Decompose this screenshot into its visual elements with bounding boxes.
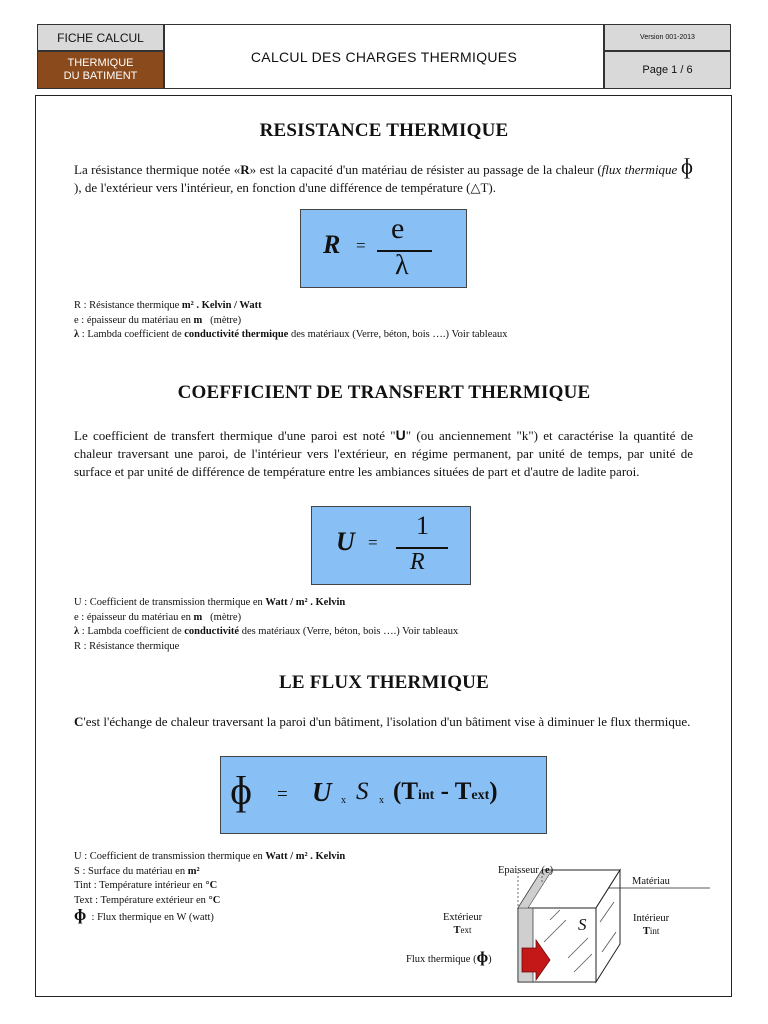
legend-text: : Coefficient de transmission thermique en xyxy=(81,597,266,608)
symbol-U: U xyxy=(395,427,406,443)
legend-item xyxy=(74,596,458,611)
legend-symbol: λ xyxy=(74,626,80,637)
legend-symbol: ɸ xyxy=(74,905,87,924)
header-version-text: Version 001-2013 xyxy=(640,34,695,41)
label-sub: ext xyxy=(460,925,472,935)
formula-denominator: R xyxy=(410,549,425,575)
legend-text: : Température extérieur en xyxy=(92,894,209,906)
label-symbol: e xyxy=(544,865,550,876)
legend-symbol: e xyxy=(74,611,79,623)
legend-item xyxy=(74,299,508,314)
header-version xyxy=(604,24,731,51)
formula-equals: = xyxy=(356,236,366,255)
legend-unit: m² . Kelvin / Watt xyxy=(181,300,262,311)
legend-item xyxy=(74,328,508,343)
formula-times: x xyxy=(379,795,384,806)
legend-unit: Watt / m² . Kelvin xyxy=(265,597,346,608)
label-sub: int xyxy=(649,926,660,936)
formula-sub-int: int xyxy=(418,788,435,803)
legend-symbol: Text xyxy=(74,894,93,906)
label-text: ) xyxy=(549,865,554,876)
legend-symbol: R xyxy=(74,300,82,311)
text-span: » est la capacité d'un matériau de résister au passage de la chaleur ( xyxy=(249,162,602,177)
text-span: ), de l'extérieur vers l'intérieur, en fonction d'une différence de température ( xyxy=(74,180,471,195)
formula-box-coefficient xyxy=(311,506,471,585)
formula-equals: = xyxy=(368,533,378,552)
legend-text: : Résistance thermique xyxy=(81,640,180,652)
delta-icon: △ xyxy=(470,180,481,195)
legend-item xyxy=(74,611,458,626)
legend-item xyxy=(74,894,345,909)
label-symbol: T xyxy=(642,926,650,937)
legend-unit: m xyxy=(193,314,203,326)
formula-sub-ext: ext xyxy=(471,788,490,803)
header-category-line2: DU BATIMENT xyxy=(63,70,138,82)
legend-item xyxy=(74,850,345,865)
formula-box-flux xyxy=(220,756,547,834)
phi-icon: ɸ xyxy=(230,768,253,813)
legend-text: : Lambda coefficient de xyxy=(79,626,185,637)
legend-text: : Flux thermique en W (watt) xyxy=(86,912,214,923)
legend-item xyxy=(74,879,345,894)
formula-part: - T xyxy=(434,778,472,805)
formula-box-resistance xyxy=(300,209,467,288)
dropcap: C xyxy=(74,714,84,729)
legend-text: : Température intérieur en xyxy=(91,880,206,891)
header-title-text: CALCUL DES CHARGES THERMIQUES xyxy=(250,48,518,65)
legend-text: : Coefficient de transmission thermique en xyxy=(81,851,266,862)
formula-times: x xyxy=(341,795,346,806)
section1-legend xyxy=(74,299,508,343)
label-symbol: T xyxy=(453,925,461,936)
legend-item xyxy=(74,625,458,640)
formula-denominator: λ xyxy=(395,250,409,281)
text-flux: flux thermique xyxy=(601,162,678,177)
header-fiche-calcul xyxy=(37,24,164,51)
text-span: La résistance thermique notée « xyxy=(74,162,241,177)
label-text: Extérieur xyxy=(443,912,483,923)
legend-after: (mètre) xyxy=(202,314,242,326)
formula-part: ) xyxy=(489,778,498,805)
text-span: " (ou anciennement "k") et caractérise la quantité de chaleur traversant une paroi, de l'intérieur vers l'extérieur, en régime permanent, par unité de temps, par unité de surface et par unité de différence de température entre les ambiances situées de part et d'autre de ladite paroi. xyxy=(74,428,693,479)
legend-text: : Résistance thermique xyxy=(81,300,182,311)
section-heading-flux: LE FLUX THERMIQUE xyxy=(279,672,489,693)
section2-legend xyxy=(74,596,458,654)
legend-after: des matériaux (Verre, béton, bois ….) Voir tableaux xyxy=(288,329,508,340)
legend-text: : épaisseur du matériau en xyxy=(78,611,194,623)
legend-unit: conductivité thermique xyxy=(184,329,289,340)
formula-temperature-difference xyxy=(393,778,498,806)
formula-U: U xyxy=(312,777,332,807)
legend-symbol: U xyxy=(74,851,82,862)
legend-item xyxy=(74,640,458,655)
section-heading-coefficient: COEFFICIENT DE TRANSFERT THERMIQUE xyxy=(177,382,591,403)
formula-S: S xyxy=(356,778,369,805)
legend-item xyxy=(74,865,345,880)
formula-part: (T xyxy=(393,778,418,805)
header-fiche-calcul-text: FICHE CALCUL xyxy=(57,30,144,45)
legend-unit: m² xyxy=(187,865,200,877)
section-heading-resistance: RESISTANCE THERMIQUE xyxy=(259,120,509,141)
formula-lhs: U xyxy=(336,527,355,556)
header-category-line1: THERMIQUE xyxy=(67,57,134,69)
formula-lhs: R xyxy=(323,230,341,259)
phi-symbol-icon: ɸ xyxy=(680,154,693,179)
legend-unit: °C xyxy=(205,880,218,891)
legend-unit: conductivité xyxy=(184,626,240,637)
diagram-label-materiau: Matériau xyxy=(632,876,670,887)
label-text: Epaisseur ( xyxy=(498,865,545,876)
text-span: 'est l'échange de chaleur traversant la paroi d'un bâtiment, l'isolation d'un bâtiment vise à diminuer le flux thermique. xyxy=(83,714,691,729)
diagram-label-interieur xyxy=(633,912,669,938)
header-category xyxy=(37,51,164,89)
legend-text: : Lambda coefficient de xyxy=(79,329,185,340)
legend-unit: °C xyxy=(208,894,221,906)
legend-unit: Watt / m² . Kelvin xyxy=(265,851,346,862)
legend-after: des matériaux (Verre, béton, bois ….) Voir tableaux xyxy=(239,626,459,637)
diagram-label-flux xyxy=(406,951,492,966)
legend-symbol: Tint xyxy=(74,880,92,891)
section1-paragraph xyxy=(74,154,693,197)
section3-legend xyxy=(74,850,345,926)
legend-symbol: λ xyxy=(74,329,80,340)
formula-numerator: e xyxy=(391,212,405,245)
legend-item xyxy=(74,314,508,329)
header-title xyxy=(164,24,604,89)
legend-text: : Surface du matériau en xyxy=(79,865,188,877)
formula-numerator: 1 xyxy=(416,511,429,540)
legend-text: : épaisseur du matériau en xyxy=(78,314,194,326)
section3-paragraph xyxy=(74,713,693,731)
text-span: T). xyxy=(480,180,496,195)
surface-label: S xyxy=(578,915,587,934)
phi-icon: ɸ xyxy=(476,949,489,966)
label-text: Flux thermique ( xyxy=(406,954,477,965)
legend-after: (mètre) xyxy=(202,611,242,623)
header-page-number xyxy=(604,51,731,89)
text-span: Le coefficient de transfert thermique d'une paroi est noté " xyxy=(74,428,396,443)
label-text: ) xyxy=(488,954,492,965)
wall-diagram xyxy=(500,862,720,990)
diagram-label-exterieur xyxy=(443,911,482,937)
legend-symbol: R xyxy=(74,640,82,652)
section2-paragraph xyxy=(74,426,693,481)
legend-symbol: S xyxy=(74,865,80,877)
symbol-R: R xyxy=(240,162,250,177)
diagram-label-epaisseur xyxy=(498,864,553,877)
legend-unit: m xyxy=(193,611,203,623)
formula-equals: = xyxy=(277,784,288,805)
legend-symbol: U xyxy=(74,597,82,608)
legend-item xyxy=(74,905,345,926)
header-page-number-text: Page 1 / 6 xyxy=(642,64,693,76)
label-text: Intérieur xyxy=(633,913,670,924)
legend-symbol: e xyxy=(74,314,79,326)
